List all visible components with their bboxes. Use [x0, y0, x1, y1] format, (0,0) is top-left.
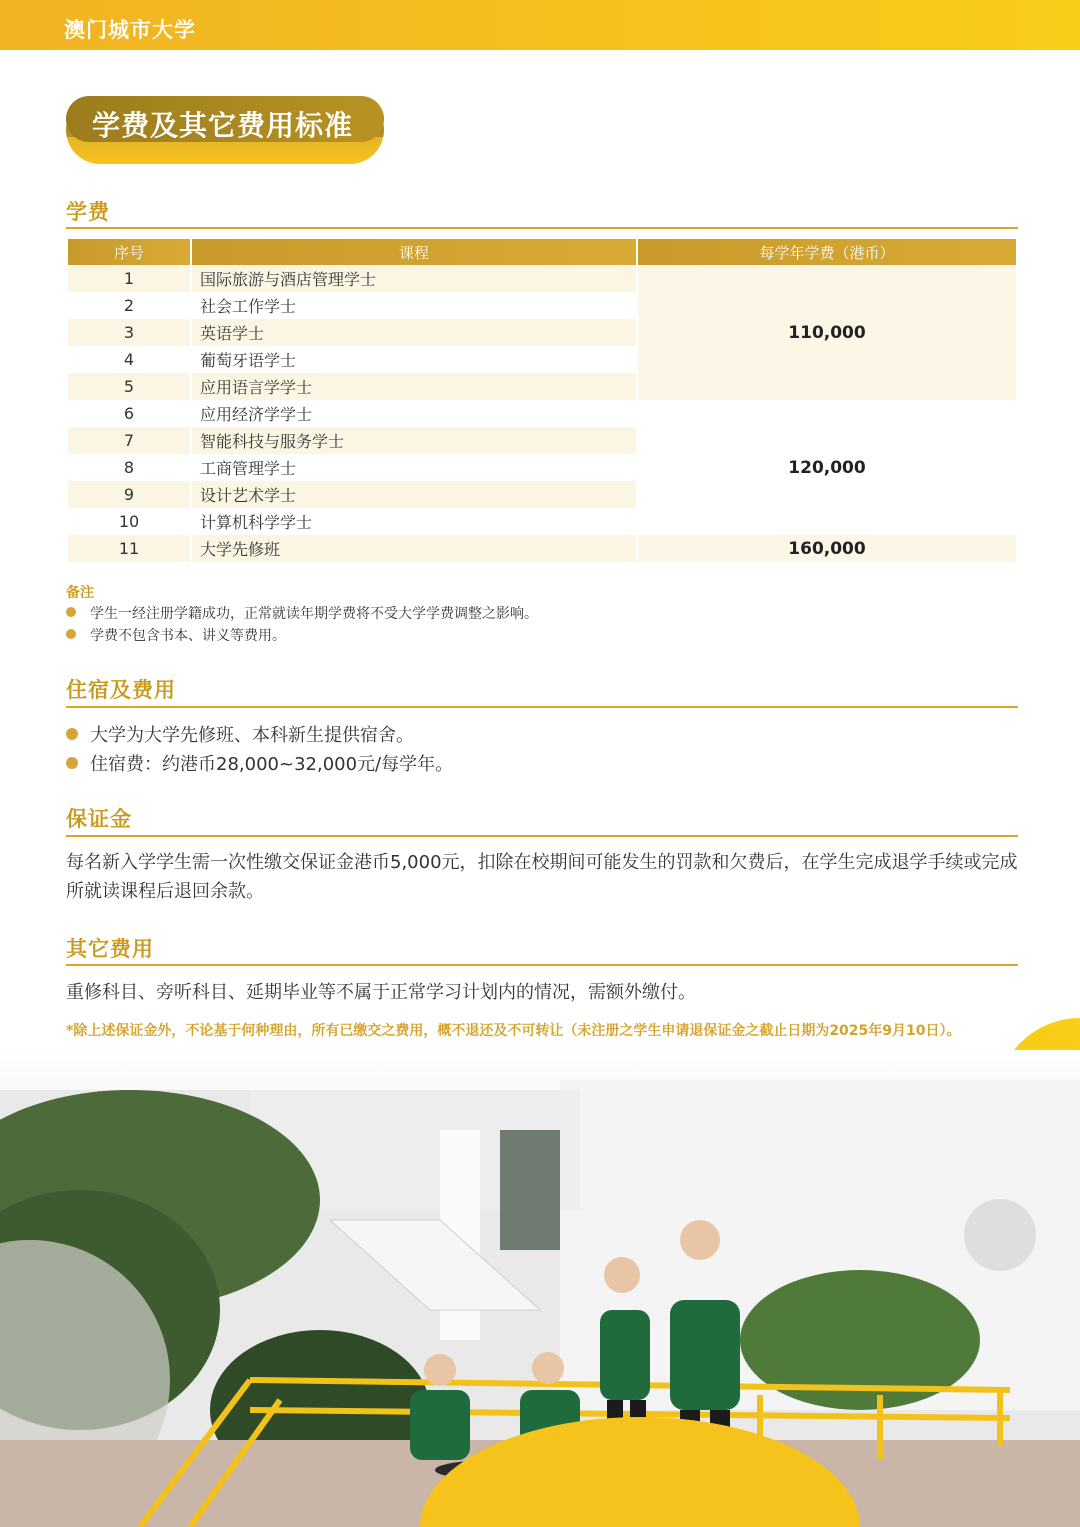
note-item — [66, 625, 286, 645]
row-number: 9 — [68, 481, 190, 508]
page-title-pill — [66, 96, 384, 164]
tuition-table — [66, 239, 1018, 562]
tuition-divider — [66, 227, 1018, 229]
row-fee: 110,000 — [638, 265, 1016, 400]
housing-item — [66, 721, 414, 747]
row-course: 国际旅游与酒店管理学士 — [192, 265, 636, 292]
bullet-dot-icon — [66, 728, 78, 740]
bullet-dot-icon — [66, 607, 76, 617]
col-header-number: 序号 — [68, 239, 190, 265]
table-row — [68, 535, 1016, 562]
deposit-divider — [66, 835, 1018, 837]
note-item — [66, 603, 538, 623]
row-course: 大学先修班 — [192, 535, 636, 562]
housing-divider — [66, 706, 1018, 708]
row-course: 英语学士 — [192, 319, 636, 346]
note-text: 学费不包含书本、讲义等费用。 — [90, 628, 286, 644]
housing-text: 住宿费：约港币28,000~32,000元/每学年。 — [90, 754, 454, 775]
brand-name: 澳门城市大学 — [64, 18, 196, 42]
bullet-dot-icon — [66, 757, 78, 769]
table-row — [68, 400, 1016, 427]
tuition-table-header — [68, 239, 1016, 265]
row-number: 4 — [68, 346, 190, 373]
campus-photo-illustration — [0, 1050, 1080, 1527]
row-number: 2 — [68, 292, 190, 319]
row-number: 3 — [68, 319, 190, 346]
row-number: 6 — [68, 400, 190, 427]
campus-photo — [0, 1050, 1080, 1527]
top-banner — [0, 0, 1080, 50]
row-course: 应用语言学学士 — [192, 373, 636, 400]
note-text: 学生一经注册学籍成功，正常就读年期学费将不受大学学费调整之影响。 — [90, 606, 538, 622]
col-header-course: 课程 — [192, 239, 636, 265]
row-number: 5 — [68, 373, 190, 400]
row-course: 工商管理学士 — [192, 454, 636, 481]
col-header-fee: 每学年学费（港币） — [638, 239, 1016, 265]
row-number: 11 — [68, 535, 190, 562]
notes-label: 备注 — [66, 585, 94, 601]
row-course: 计算机科学学士 — [192, 508, 636, 535]
housing-section-title: 住宿及费用 — [66, 678, 176, 702]
housing-item — [66, 750, 453, 776]
row-course: 设计艺术学士 — [192, 481, 636, 508]
table-row — [68, 265, 1016, 292]
row-course: 智能科技与服务学士 — [192, 427, 636, 454]
row-course: 社会工作学士 — [192, 292, 636, 319]
bullet-dot-icon — [66, 629, 76, 639]
row-number: 10 — [68, 508, 190, 535]
page-title: 学费及其它费用标准 — [92, 109, 354, 142]
other-text: 重修科目、旁听科目、延期毕业等不属于正常学习计划内的情况，需额外缴付。 — [66, 982, 696, 1003]
other-divider — [66, 964, 1018, 966]
refund-warning: *除上述保证金外，不论基于何种理由，所有已缴交之费用，概不退还及不可转让（未注册之学生申请退保证金之截止日期为2025年9月10日）。 — [66, 1023, 961, 1039]
row-fee: 120,000 — [638, 400, 1016, 535]
deposit-section-title: 保证金 — [66, 807, 132, 831]
row-course: 葡萄牙语学士 — [192, 346, 636, 373]
row-fee: 160,000 — [638, 535, 1016, 562]
row-number: 1 — [68, 265, 190, 292]
deposit-text: 每名新入学学生需一次性缴交保证金港币5,000元，扣除在校期间可能发生的罚款和欠费后，在学生完成退学手续或完成所就读课程后退回余款。 — [66, 852, 1018, 902]
other-section-title: 其它费用 — [66, 937, 154, 961]
housing-text: 大学为大学先修班、本科新生提供宿舍。 — [90, 725, 414, 746]
tuition-section-title: 学费 — [66, 200, 110, 224]
row-course: 应用经济学学士 — [192, 400, 636, 427]
row-number: 7 — [68, 427, 190, 454]
row-number: 8 — [68, 454, 190, 481]
